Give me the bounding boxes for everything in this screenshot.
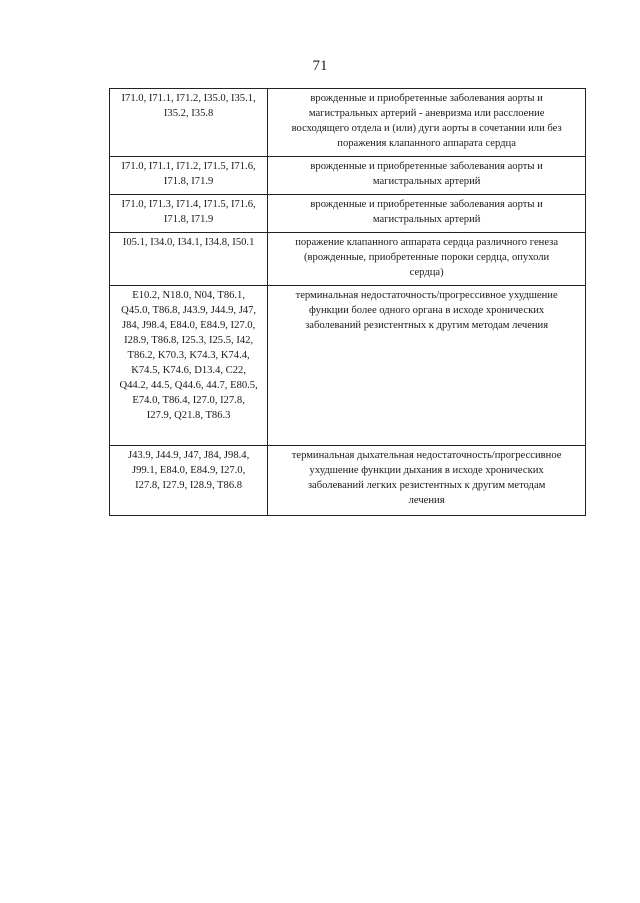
code-line: E74.0, T86.4, I27.0, I27.8, (132, 395, 245, 406)
table-row (110, 157, 586, 195)
description-line: функции более одного органа в исходе хронических (309, 305, 545, 316)
code-line: Q45.0, T86.8, J43.9, J44.9, J47, (121, 305, 257, 316)
icd-codes-cell (110, 233, 268, 286)
code-line: J84, J98.4, E84.0, E84.9, I27.0, (121, 320, 256, 331)
code-line: I27.8, I27.9, I28.9, T86.8 (135, 480, 243, 491)
description-line: терминальная недостаточность/прогрессивное ухудшение (295, 290, 558, 301)
description-line: ухудшение функции дыхания в исходе хронических (309, 465, 544, 476)
table-row (110, 89, 586, 157)
description-line: (врожденные, приобретенные пороки сердца, опухоли (304, 252, 550, 263)
code-line: I71.0, I71.1, I71.2, I35.0, I35.1, (121, 93, 256, 104)
description-line: поражения клапанного аппарата сердца (337, 138, 516, 149)
code-line: I28.9, T86.8, I25.3, I25.5, I42, (124, 335, 254, 346)
code-line: I71.8, I71.9 (163, 176, 214, 187)
code-line: J43.9, J44.9, J47, J84, J98.4, (127, 450, 250, 461)
table-row (110, 233, 586, 286)
icd-codes-cell (110, 446, 268, 516)
table-row (110, 286, 586, 446)
icd-codes-cell (110, 157, 268, 195)
description-line: магистральных артерий (372, 176, 481, 187)
code-line: E10.2, N18.0, N04, T86.1, (132, 290, 246, 301)
code-line: I05.1, I34.0, I34.1, I34.8, I50.1 (122, 237, 255, 248)
table-row (110, 446, 586, 516)
description-line: врожденные и приобретенные заболевания аорты и (310, 93, 543, 104)
description-cell (268, 195, 586, 233)
code-line: T86.2, K70.3, K74.3, K74.4, (127, 350, 250, 361)
code-line: J99.1, E84.0, E84.9, I27.0, (131, 465, 246, 476)
description-line: терминальная дыхательная недостаточность/прогрессивное (291, 450, 562, 461)
table-row (110, 195, 586, 233)
description-line: магистральных артерий - аневризма или расслоение (308, 108, 545, 119)
description-line: восходящего отдела и (или) дуги аорты в сочетании или без (291, 123, 562, 134)
code-line: K74.5, K74.6, D13.4, C22, (131, 365, 246, 376)
description-cell (268, 233, 586, 286)
description-line: поражение клапанного аппарата сердца различного генеза (295, 237, 559, 248)
description-line: магистральных артерий (372, 214, 481, 225)
code-line: Q44.2, 44.5, Q44.6, 44.7, E80.5, (119, 380, 258, 391)
icd-codes-cell (110, 195, 268, 233)
code-line: I35.2, I35.8 (163, 108, 214, 119)
description-line: заболеваний легких резистентных к другим методам (307, 480, 546, 491)
description-line: заболеваний резистентных к другим методам лечения (305, 320, 549, 331)
description-cell (268, 89, 586, 157)
description-line: врожденные и приобретенные заболевания аорты и (310, 161, 543, 172)
description-cell (268, 446, 586, 516)
code-line: I27.9, Q21.8, T86.3 (146, 410, 231, 421)
description-line: сердца) (409, 267, 444, 278)
diagnosis-code-table (109, 88, 586, 516)
description-cell (268, 286, 586, 446)
code-line: I71.0, I71.1, I71.2, I71.5, I71.6, (121, 161, 256, 172)
icd-codes-cell (110, 286, 268, 446)
page-number: 71 (312, 58, 328, 74)
description-line: лечения (408, 495, 445, 506)
code-line: I71.0, I71.3, I71.4, I71.5, I71.6, (121, 199, 256, 210)
icd-codes-cell (110, 89, 268, 157)
code-line: I71.8, I71.9 (163, 214, 214, 225)
description-cell (268, 157, 586, 195)
description-line: врожденные и приобретенные заболевания аорты и (310, 199, 543, 210)
